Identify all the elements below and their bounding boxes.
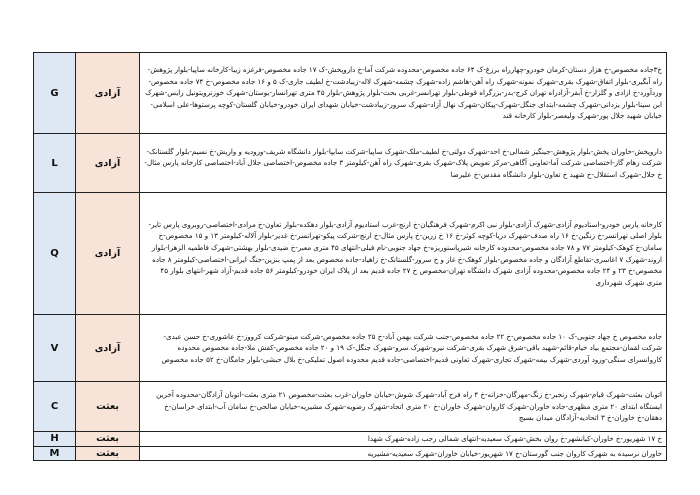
route-description: خاوران نرسیده به شهرک کاروان جنب گورستان-خ ۱۷ شهریور-خیابان خاوران-شهرک سعیدیه-مشیریه xyxy=(140,446,667,461)
table-row xyxy=(34,432,667,447)
route-code: L xyxy=(34,134,76,193)
route-description: داروپخش-خاوران پخش-بلوار پژوهش-جینگیز شمالی-خ احد-شهرک دولتی-خ لطیف-ملک-شهرک ساپیا-شرکت سایپا-بلوار دانشگاه شریف-ورودیه و واریش-خ نسیم-بلوار گلستانک-شرکت رهام گاز-اختصاصی شرکت آما-تعاونی آگاهی-مرکز تعویض پلاک-شهرک بقری-شهرک راه آهن-کیلومتر ۳ جاده مخصوص-اختصاصی جلال آباد-اختصاصی کارخانه پارس مثال-خ جلال-شهرک استقلال-خ شهید خ تعاون-بلوار دانشگاه مقدس-خ علیرضا xyxy=(140,134,667,193)
district-name: بعثت xyxy=(76,446,140,461)
table-row xyxy=(34,193,667,315)
district-name: بعثت xyxy=(76,382,140,432)
table-row xyxy=(34,134,667,193)
route-code: G xyxy=(34,53,76,134)
route-description: خ۳جاده مخصوص-خ هزار دستان-کرمان خودرو-چهارراه برزغ-ک ۶۴ جاده مخصوص-محدوده شرکت آما-خ داروپخش-ک ۱۷ جاده مخصوص-فرغزه زیبا-کارخانه ساپیا-بلوار پژوهش-راه آبگیری-بلوار اتفاق-شهرک بقری-شهرک نمونه-شهرک راه آهن-هاشم زاده-شهرک چشمه-شهرک لاله-زیبادشت-خ لطیف جاری-ک ۵ و ۱۶ جاده مخصوص-خ ۷۴ جاده مخصوص-وردآورد-خ ازادی و گلزار-خ آبقر-آزادراه تهران کرج-بدر-بزرگراه قوطی-بلوار تهرانسر-غربی بحث-بلوار پژوهش-بلوار ۴۵ متری تهرانسار-بوستان-شهرک خوزنرویتونیل رایس-شهرک ابن سینا-بلوار یزدانی-شهرک چشمه-ابتدای جنگل-شهرک-پیکان-شهرک نهال آزاد-شهرک سرور-زیبادشت-خیابان شهدای ایران خودرو-خیابان گلستان-کوچه پرستوها-علی اسلامی-خیابان شهید جلال پور-شهرک ولیعصر-بلوار کارخانه قند xyxy=(140,53,667,134)
table-row xyxy=(34,53,667,134)
route-description: جاده مخصوص خ جهاد جنوبی-ک ۱۰ جاده مخصوص-خ ۲۲ جاده مخصوص-جنب شرکت بهمن آباد-خ ۲۵ جاده مخصوص-شرکت مینو-شرکت کرووز-خ عاشوری-خ حسن عبدی-شرکت لقمان-مجتمع بیاد خیام-قائم-شهید باقی-شرق شهرک بقری-شرکت نیرو-شهرک سرو-شهرک جنگل-ک ۱۹ و ۲۰ جاده مخصوص-کفش ملا-جاده مخصوص محدوده کاروانسرای سنگی-ورود آوردی-شهرک بیمه-شهرک تجاری-شهرک تعاونی قدیم-اختصاصی-جاده قدیم محدوده اصول تملیکی-خ بلال حبشی-بلوار جامگان-خ ۵۲ جاده مخصوص xyxy=(140,315,667,382)
table-row xyxy=(34,382,667,432)
district-name: آزادی xyxy=(76,134,140,193)
route-description: اتوبان بعثت-شهرک قیام-شهرک رنجبر-خ زنگ-مهرگان-خزانه-خ ۴ راه فرح آباد-شهرک شوش-خیابان خاوران-غرب بعثت-مخصوص ۲۱ متری بعثت-اتوبان آزادگان-محدوده آخرین ایستگاه ابتدای ۲۰ متری مظهری-جاده خاوران-شهرک کاروان-شهرک خاوران-خ ۲۰ متری اتحاد-شهرک رضویه-شهرک مشیریه-خیابان صالحی-خ سامان آب-ابتدای خراسان-خ دهقان-خ خاوران-خ ۳ اتحادیه-آزادگان میدان بسیج xyxy=(140,382,667,432)
district-name: بعثت xyxy=(76,432,140,447)
route-table xyxy=(33,52,667,461)
route-code: Q xyxy=(34,193,76,315)
route-description: خ ۱۷ شهریور-خ خاوران-کیانشهر-خ روان بخش-شهرک سعیدیه-انتهای شمالی رجب زاده-شهرک شهدا xyxy=(140,432,667,447)
route-code: C xyxy=(34,382,76,432)
district-name: آزادی xyxy=(76,315,140,382)
table-row xyxy=(34,446,667,461)
route-code: H xyxy=(34,432,76,447)
district-name: آزادی xyxy=(76,53,140,134)
district-name: آزادی xyxy=(76,193,140,315)
table-row xyxy=(34,315,667,382)
route-code: V xyxy=(34,315,76,382)
route-code: M xyxy=(34,446,76,461)
route-description: کارخانه پارس خودرو-استادیوم آزادی-شهرک آزادی-بلوار نبی اکرم-شهرک فرهنگیان-خ ارنج-غرب استادیوم آزادی-بلوار دهکده-بلوار تعاون-خ مرادی-اختصاصی-روبروی پارس تایر-بلوار اصلی تهرانسر-خ زنگین-خ ۱۶ راه صدف-شهرک دریا-کوچه کوثر-خ ۱۶ خ زرین-خ پارس مثال-خ ارنج-شرکت پیکو-تهرانسر-خ غدیر-بلوار آلاله-کیلومتر ۱۳ و ۱۵ مخصوص-خ سامان-خ کوهک-کیلومتر ۷۷ و ۷۸ جاده مخصوص-محدوده کارخانه شیرپاستوریزه-خ جهاد جنوبی-نام فیلی-انتهای ۴۵ متری معبر-خ ضیدی-بلوار بهشتی-شهرک فاطمیه الزهرا-بلوار اروند-شهرک ۷ اغاسری-تقاطع آزادگان و جاده مخصوص-بلوار کوهک-خ غاز و خ سرور-گلستانک-خ زاهیاد-جاده مخصوص بعد از پمپ بنزین-جنگ ایرانی-اختصاصی-کیلومتر ۸ جاده مخصوص-خ ۲۳ و ۲۴ جاده مخصوص-محدوده آزادی شهرک دانشگاه تهران-مخصوص خ ۲۷ جاده قدیم بعد از پلاک ایران خودرو-کیلومتر ۵۶ جاده قدیم-آزاد شهر-انتهای بلوار ۴۵ متری شهرک شهرداری xyxy=(140,193,667,315)
